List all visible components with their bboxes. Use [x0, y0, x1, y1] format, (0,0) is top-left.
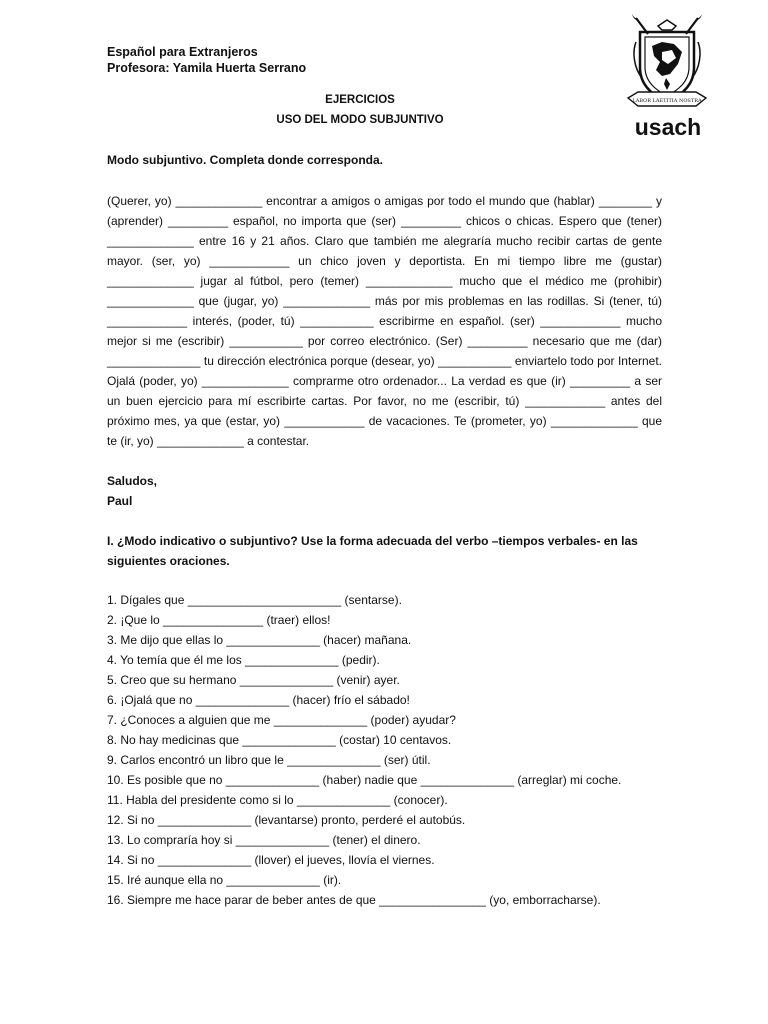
list-item: 2. ¡Que lo _______________ (traer) ellos!: [107, 613, 331, 627]
list-item: 3. Me dijo que ellas lo ______________ (hacer) mañana.: [107, 633, 412, 647]
list-item: 6. ¡Ojalá que no ______________ (hacer) frío el sábado!: [107, 693, 410, 707]
teacher-name: Profesora: Yamila Huerta Serrano: [107, 61, 307, 75]
list-item: 9. Carlos encontró un libro que le ______________ (ser) útil.: [107, 753, 431, 767]
letter-closing: [107, 471, 157, 511]
list-item: 8. No hay medicinas que ______________ (costar) 10 centavos.: [107, 733, 452, 747]
list-item: 11. Habla del presidente como si lo ______________ (conocer).: [107, 793, 448, 807]
list-item: 10. Es posible que no ______________ (haber) nadie que ______________ (arreglar) mi coche.: [107, 773, 622, 787]
list-item: 12. Si no ______________ (levantarse) pronto, perderé el autobús.: [107, 813, 466, 827]
course-name: Español para Extranjeros: [107, 45, 258, 59]
document-title: EJERCICIOS: [325, 94, 395, 106]
list-item: 14. Si no ______________ (llover) el jueves, llovía el viernes.: [107, 853, 435, 867]
exercise-paragraph: (Querer, yo) _____________ encontrar a amigos o amigas por todo el mundo que (hablar) ________ y (aprender) _________ español, no importa que (ser) _________ chicos o chicas. Espero que (tener) _____________ entre 16 y 21 años. Claro que también me alegraría mucho recibir cartas de gente mayor. (ser, yo) ____________ un chico joven y deportista. En mi tiempo libre me (gustar) _____________ jugar al fútbol, pero (temer) _____________ mucho que el médico me (prohibir) _____________ que (jugar, yo) _____________ más por mis problemas en las rodillas. Si (tener, tú) ____________ interés, (poder, tú) ___________ escribirme en español. (ser) ____________ mucho mejor si me (escribir) ___________ por correo electrónico. (Ser) _________ necesario que me (dar) ______________ tu dirección electrónica porque (desear, yo) ___________ enviartelo todo por Internet. Ojalá (poder, yo) _____________ comprarme otro ordenador... La verdad es que (ir) _________ a ser un buen ejercicio para mí escribirte cartas. Por favor, no me (escribir, tú) ____________ antes del próximo mes, ya que (estar, yo) ____________ de vacaciones. Te (prometer, yo) _____________ que te (ir, yo) _____________ a contestar.: [107, 194, 662, 448]
logo-motto: LABOR LAETITIA NOSTRA: [632, 98, 702, 104]
closing-signature: Paul: [107, 494, 133, 508]
list-item: 16. Siempre me hace parar de beber antes de que ________________ (yo, emborracharse).: [107, 893, 601, 907]
list-item: 5. Creo que su hermano ______________ (venir) ayer.: [107, 673, 400, 687]
section1-instruction: Modo subjuntivo. Completa donde corresponda.: [107, 153, 384, 167]
list-item: 15. Iré aunque ella no ______________ (ir).: [107, 873, 342, 887]
list-item: 13. Lo compraría hoy si ______________ (tener) el dinero.: [107, 833, 421, 847]
exercise-list: [107, 590, 667, 910]
closing-greeting: Saludos,: [107, 474, 158, 488]
university-wordmark: usach: [634, 114, 702, 140]
list-item: 7. ¿Conoces a alguien que me ______________ (poder) ayudar?: [107, 713, 456, 727]
list-item: 1. Dígales que _______________________ (sentarse).: [107, 593, 402, 607]
section2-instruction: I. ¿Modo indicativo o subjuntivo? Use la forma adecuada del verbo –tiempos verbales- en las siguientes oraciones.: [107, 534, 638, 568]
document-subtitle: USO DEL MODO SUBJUNTIVO: [276, 114, 444, 126]
list-item: 4. Yo temía que él me los ______________ (pedir).: [107, 653, 380, 667]
document-header: [107, 44, 306, 76]
